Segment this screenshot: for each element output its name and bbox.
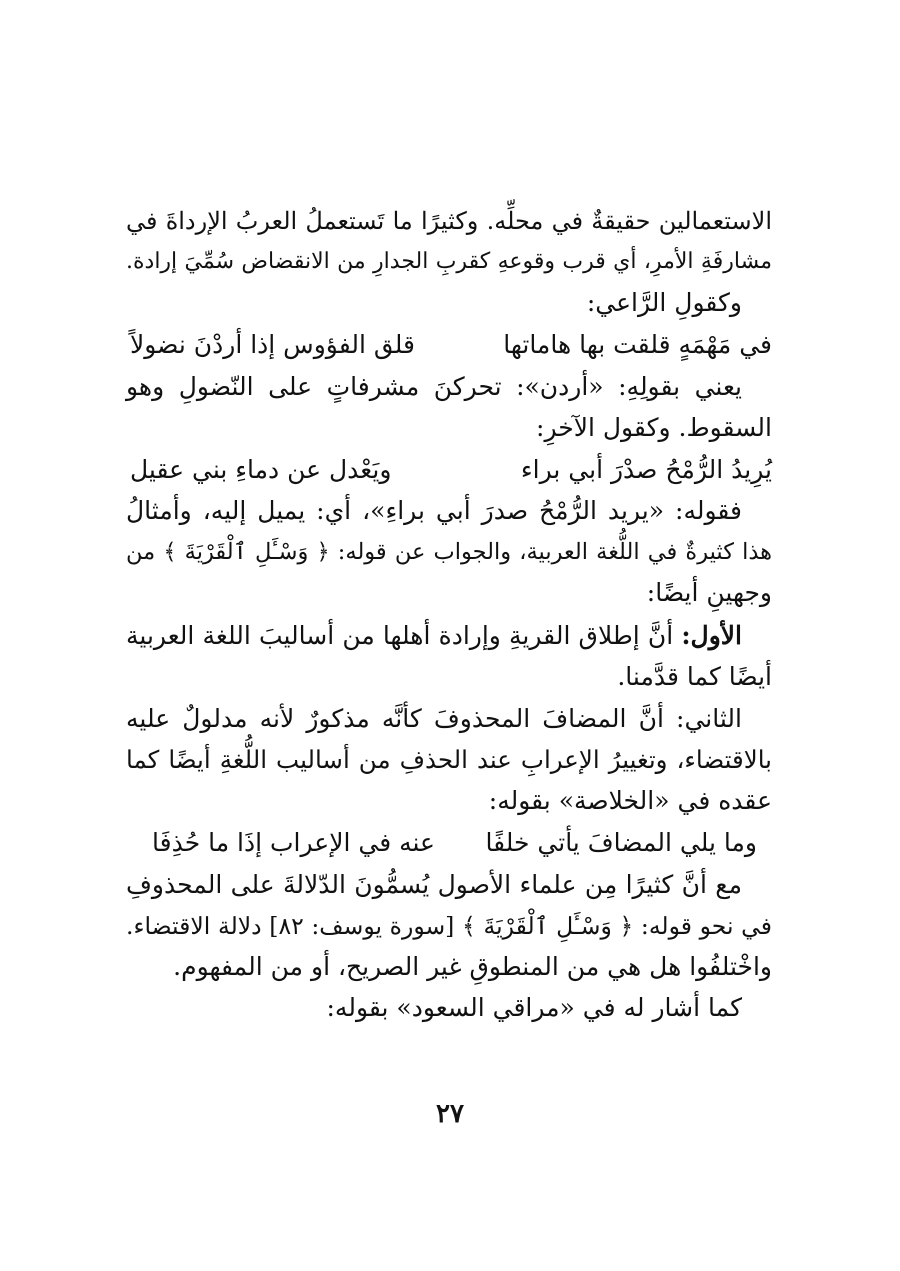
first-point-line — [126, 616, 742, 656]
text-line-8: وجهينِ أيضًا: — [646, 578, 772, 607]
text-line-3: وكقولِ الرَّاعي: — [586, 288, 742, 317]
verse-3-first-hemistich: وما يلي المضافَ يأتي خلفًا — [485, 828, 757, 857]
text-line-5: السقوط. وكقول الآخرِ: — [536, 413, 772, 442]
text-line-12: عقده في «الخلاصة» بقوله: — [488, 786, 772, 815]
text-line-13: مع أنَّ كثيرًا مِن علماء الأصول يُسمُّونَ الدّلالةَ على المحذوفِ — [126, 870, 742, 899]
verse-1-first-hemistich: في مَهْمَهٍ قلقت بها هاماتها — [503, 330, 772, 359]
text-line-14: في نحو قوله: ﴿ وَسْـَٔلِ ٱلْقَرْيَةَ ﴾ [سورة يوسف: ٨٢] دلالة الاقتضاء. — [126, 912, 772, 940]
page-number: ٢٧ — [436, 1099, 464, 1129]
text-line-10: الثاني: أنَّ المضافَ المحذوفَ كأنَّه مذكورٌ لأنه مدلولٌ عليه — [126, 704, 742, 733]
first-point-label: الأول: — [681, 621, 742, 650]
text-line-16: كما أشار له في «مراقي السعود» بقوله: — [326, 993, 742, 1022]
text-line-7: هذا كثيرةٌ في اللُّغة العربية، والجواب عن قوله: ﴿ وَسْـَٔلِ ٱلْقَرْيَةَ ﴾ من — [126, 539, 772, 565]
text-line-9: أيضًا كما قدَّمنا. — [617, 662, 772, 691]
verse-2-second-hemistich: ويَعْدل عن دماءِ بني عقيل — [130, 455, 392, 484]
verse-3-second-hemistich: عنه في الإعراب إذَا ما حُذِفَا — [152, 828, 435, 857]
first-point-text: أنَّ إطلاق القريةِ وإرادة أهلها من أساليبَ اللغة العربية — [126, 621, 682, 650]
text-line-4: يعني بقولِهِ: «أردن»: تحركنَ مشرفاتٍ على النّضولِ وهو — [126, 372, 742, 401]
text-line-1: الاستعمالين حقيقةٌ في محلِّه. وكثيرًا ما تَستعملُ العربُ الإرداةَ في — [126, 207, 773, 235]
verse-2-first-hemistich: يُرِيدُ الرُّمْحُ صدْرَ أبي براء — [520, 455, 772, 484]
text-line-6: فقوله: «يريد الرُّمْحُ صدرَ أبي براءِ»، أي: يميل إليه، وأمثالُ — [126, 496, 742, 525]
verse-1-second-hemistich: قلق الفؤوس إذا أردْنَ نضولاً — [130, 330, 415, 359]
text-line-2: مشارفَةِ الأمرِ، أي قرب وقوعهِ كقربِ الجدارِ من الانقضاض سُمِّيَ إرادة. — [126, 249, 772, 274]
text-line-11: بالاقتضاء، وتغييرُ الإعرابِ عند الحذفِ من أساليب اللُّغةِ أيضًا كما — [126, 745, 772, 774]
text-line-15: واخْتلفُوا هل هي من المنطوقِ غير الصريح، أو من المفهوم. — [173, 952, 772, 981]
